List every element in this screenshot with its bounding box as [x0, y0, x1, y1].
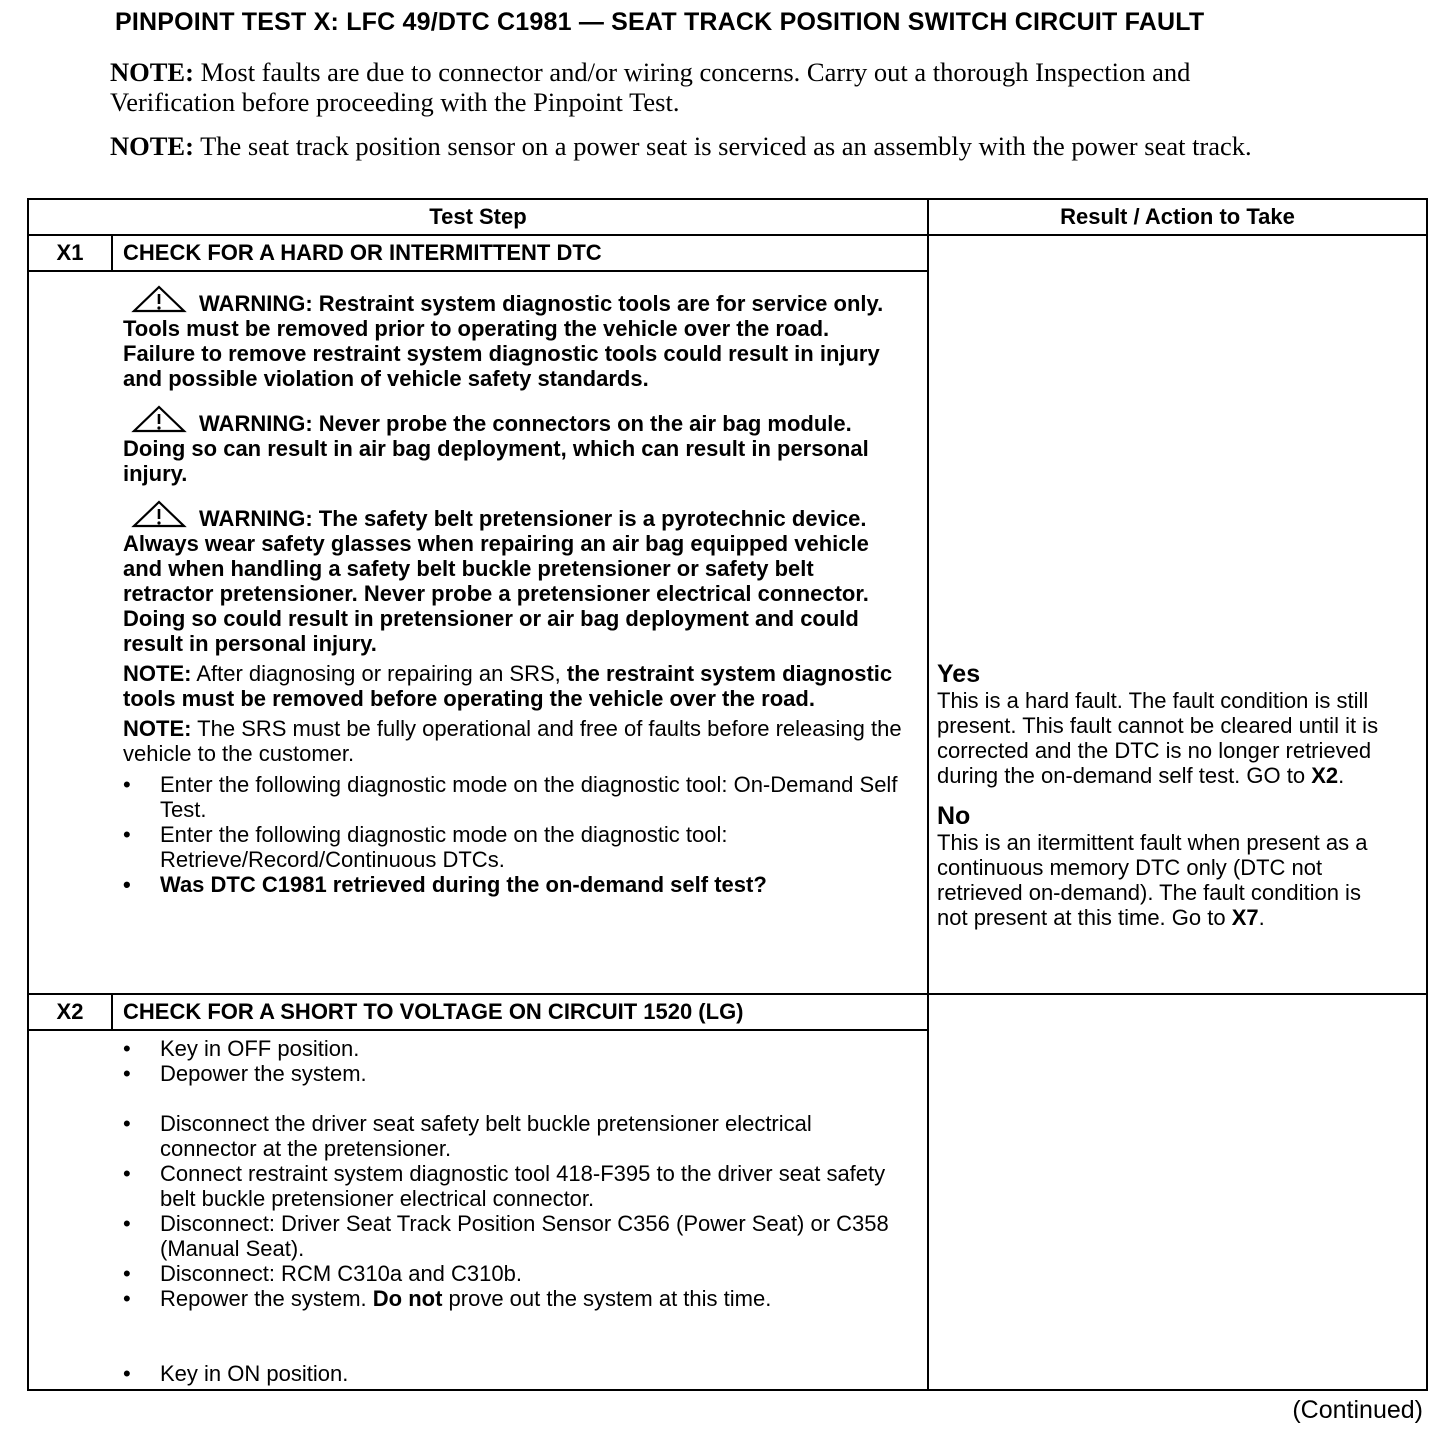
page-title: PINPOINT TEST X: LFC 49/DTC C1981 — SEAT TRACK POSITION SWITCH CIRCUIT FAULT — [115, 8, 1205, 36]
warning-triangle-icon — [131, 284, 187, 314]
result-no-label: No — [937, 802, 971, 830]
list-item: • Enter the following diagnostic mode on the diagnostic tool: On-Demand Self Test. — [123, 772, 903, 822]
list-item: • Repower the system. Do not prove out the system at this time. — [123, 1286, 903, 1311]
list-item: • Key in OFF position. — [123, 1036, 903, 1061]
list-item: • Key in ON position. — [123, 1361, 903, 1386]
x1-steps-list — [123, 772, 903, 897]
continued-label: (Continued) — [1292, 1396, 1423, 1424]
x2-instructions — [123, 1036, 903, 1386]
result-no-text: This is an itermittent fault when present as a continuous memory DTC only (DTC not retrieved on-demand). The fault condition is not present at this time. Go to X7. — [937, 830, 1368, 930]
x1-note-srs-tools: NOTE: After diagnosing or repairing an SRS, the restraint system diagnostic tools must be removed before operating the vehicle over the road. — [123, 661, 893, 711]
list-item: • Disconnect: RCM C310a and C310b. — [123, 1261, 903, 1286]
x2-steps-list — [123, 1036, 903, 1086]
column-divider — [927, 200, 929, 1389]
warning-triangle-icon — [131, 499, 187, 529]
intro-note-2: NOTE: The seat track position sensor on a power seat is serviced as an assembly with the power seat track. — [110, 131, 1252, 161]
warning-pretensioner: WARNING: The safety belt pretensioner is a pyrotechnic device. Always wear safety glasses when repairing an air bag equipped vehicle and when handling a safety belt buckle pretensioner or safety belt retractor pretensioner. Never probe a pretensioner electrical connector. Doing so could result in pretensioner or air bag deployment and could result in personal injury. — [123, 499, 903, 656]
result-yes-label: Yes — [937, 660, 981, 688]
x1-title-divider — [29, 270, 927, 272]
warning-triangle-icon — [131, 404, 187, 434]
pinpoint-test-table — [27, 198, 1428, 1391]
step-title-x2: CHECK FOR A SHORT TO VOLTAGE ON CIRCUIT 1520 (LG) — [123, 999, 744, 1024]
x2-row-divider — [29, 993, 1426, 995]
intro-note-1: NOTE: Most faults are due to connector and/or wiring concerns. Carry out a thorough Inspection and Verification before proceeding with the Pinpoint Test. — [110, 57, 1191, 117]
step-id-x1: X1 — [56, 240, 84, 265]
list-item: • Was DTC C1981 retrieved during the on-demand self test? — [123, 872, 903, 897]
step-title-x1: CHECK FOR A HARD OR INTERMITTENT DTC — [123, 240, 602, 265]
list-item: • Connect restraint system diagnostic tool 418-F395 to the driver seat safety belt buckle pretensioner electrical connector. — [123, 1161, 903, 1211]
step-id-x2: X2 — [56, 999, 84, 1024]
warning-air-bag-connectors: WARNING: Never probe the connectors on the air bag module. Doing so can result in air bag deployment, which can result in personal injury. — [123, 404, 903, 486]
header-divider — [29, 234, 1426, 236]
list-item: • Disconnect: Driver Seat Track Position Sensor C356 (Power Seat) or C358 (Manual Seat). — [123, 1211, 903, 1261]
x2-steps-list — [123, 1111, 903, 1311]
x1-note-srs-operational: NOTE: The SRS must be fully operational and free of faults before releasing the vehicle to the customer. — [123, 716, 902, 766]
list-item: • Disconnect the driver seat safety belt buckle pretensioner electrical connector at the pretensioner. — [123, 1111, 903, 1161]
x2-steps-list — [123, 1361, 903, 1386]
list-item: • Depower the system. — [123, 1061, 903, 1086]
x1-result — [937, 660, 1423, 944]
id-divider-x1 — [111, 234, 113, 270]
result-yes-text: This is a hard fault. The fault condition is still present. This fault cannot be cleared until it is corrected and the DTC is no longer retrieved during the on-demand self test. GO to X2. — [937, 688, 1379, 788]
x1-instructions — [123, 284, 903, 897]
warning-diagnostic-tools: WARNING: Restraint system diagnostic tools are for service only. Tools must be removed prior to operating the vehicle over the road. Failure to remove restraint system diagnostic tools could result in injury and possible violation of vehicle safety standards. — [123, 284, 903, 391]
header-result: Result / Action to Take — [1060, 204, 1295, 229]
list-item: • Enter the following diagnostic mode on the diagnostic tool: Retrieve/Record/Continuous DTCs. — [123, 822, 903, 872]
x2-title-divider — [29, 1029, 927, 1031]
id-divider-x2 — [111, 993, 113, 1029]
header-test-step: Test Step — [429, 204, 527, 229]
